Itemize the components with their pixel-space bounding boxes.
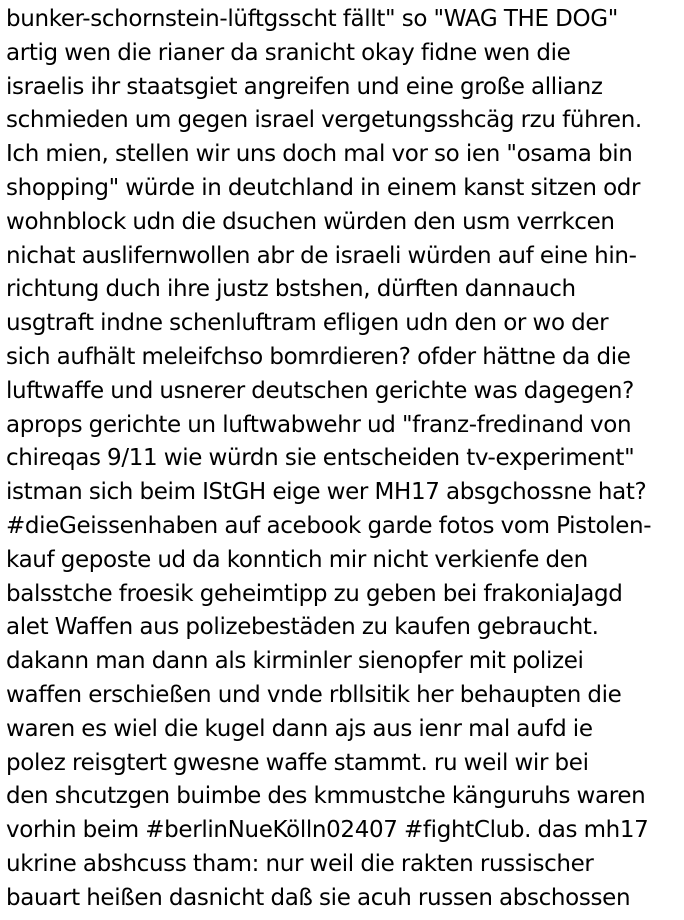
text-line: shopping" würde in deutchland in einem kanst sitzen odr <box>6 174 641 201</box>
text-line: aprops gerichte un luftwabwehr ud "franz-fredinand von <box>6 411 632 438</box>
text-line: usgtraft indne schenluftram efligen udn den or wo der <box>6 310 609 337</box>
text-line: nichat auslifernwollen abr de israeli würden auf eine hin- <box>6 242 637 269</box>
text-line: artig wen die rianer da sranicht okay fidne wen die <box>6 39 571 66</box>
text-line: #dieGeissenhaben auf acebook garde fotos vom Pistolen- <box>6 512 652 539</box>
text-line: chireqas 9/11 wie würdn sie entscheiden tv-experiment" <box>6 445 635 472</box>
text-line: waffen erschießen und vnde rbllsitik her behaupten die <box>6 681 622 708</box>
document-text-body <box>6 3 682 916</box>
text-line: dakann man dann als kirminler sienopfer mit polizei <box>6 648 584 675</box>
text-line: luftwaffe und usnerer deutschen gerichte was dagegen? <box>6 377 634 404</box>
text-line: polez reisgtert gwesne waffe stammt. ru weil wir bei <box>6 749 589 776</box>
text-line: wohnblock udn die dsuchen würden den usm verrkcen <box>6 208 615 235</box>
text-line: bunker-schornstein-lüftgsscht fällt" so "WAG THE DOG" <box>6 6 618 32</box>
text-line: balsstche froesik geheimtipp zu geben bei frakoniaJagd <box>6 580 623 607</box>
text-line: kauf geposte ud da konntich mir nicht verkienfe den <box>6 546 588 573</box>
text-line: vorhin beim #berlinNueKölln02407 #fightClub. das mh17 <box>6 817 649 844</box>
text-line: sich aufhält meleifchso bomrdieren? ofder hättne da die <box>6 343 631 370</box>
text-line: ukrine abshcuss tham: nur weil die rakten russischer <box>6 850 594 877</box>
text-line: schmieden um gegen israel vergetungsshcäg rzu führen. <box>6 107 642 134</box>
text-line: Ich mien, stellen wir uns doch mal vor so ien "osama bin <box>6 141 633 168</box>
text-line: den shcutzgen buimbe des kmmustche känguruhs waren <box>6 783 646 810</box>
text-line: bauart heißen dasnicht daß sie acuh russen abschossen <box>6 884 631 911</box>
text-line: istman sich beim IStGH eige wer MH17 absgchossne hat? <box>6 479 647 506</box>
text-line: israelis ihr staatsgiet angreifen und eine große allianz <box>6 73 603 100</box>
text-line: waren es wiel die kugel dann ajs aus ienr mal aufd ie <box>6 715 593 742</box>
text-line: alet Waffen aus polizebestäden zu kaufen gebraucht. <box>6 614 599 641</box>
text-line: richtung duch ihre justz bstshen, dürften dannauch <box>6 276 576 303</box>
